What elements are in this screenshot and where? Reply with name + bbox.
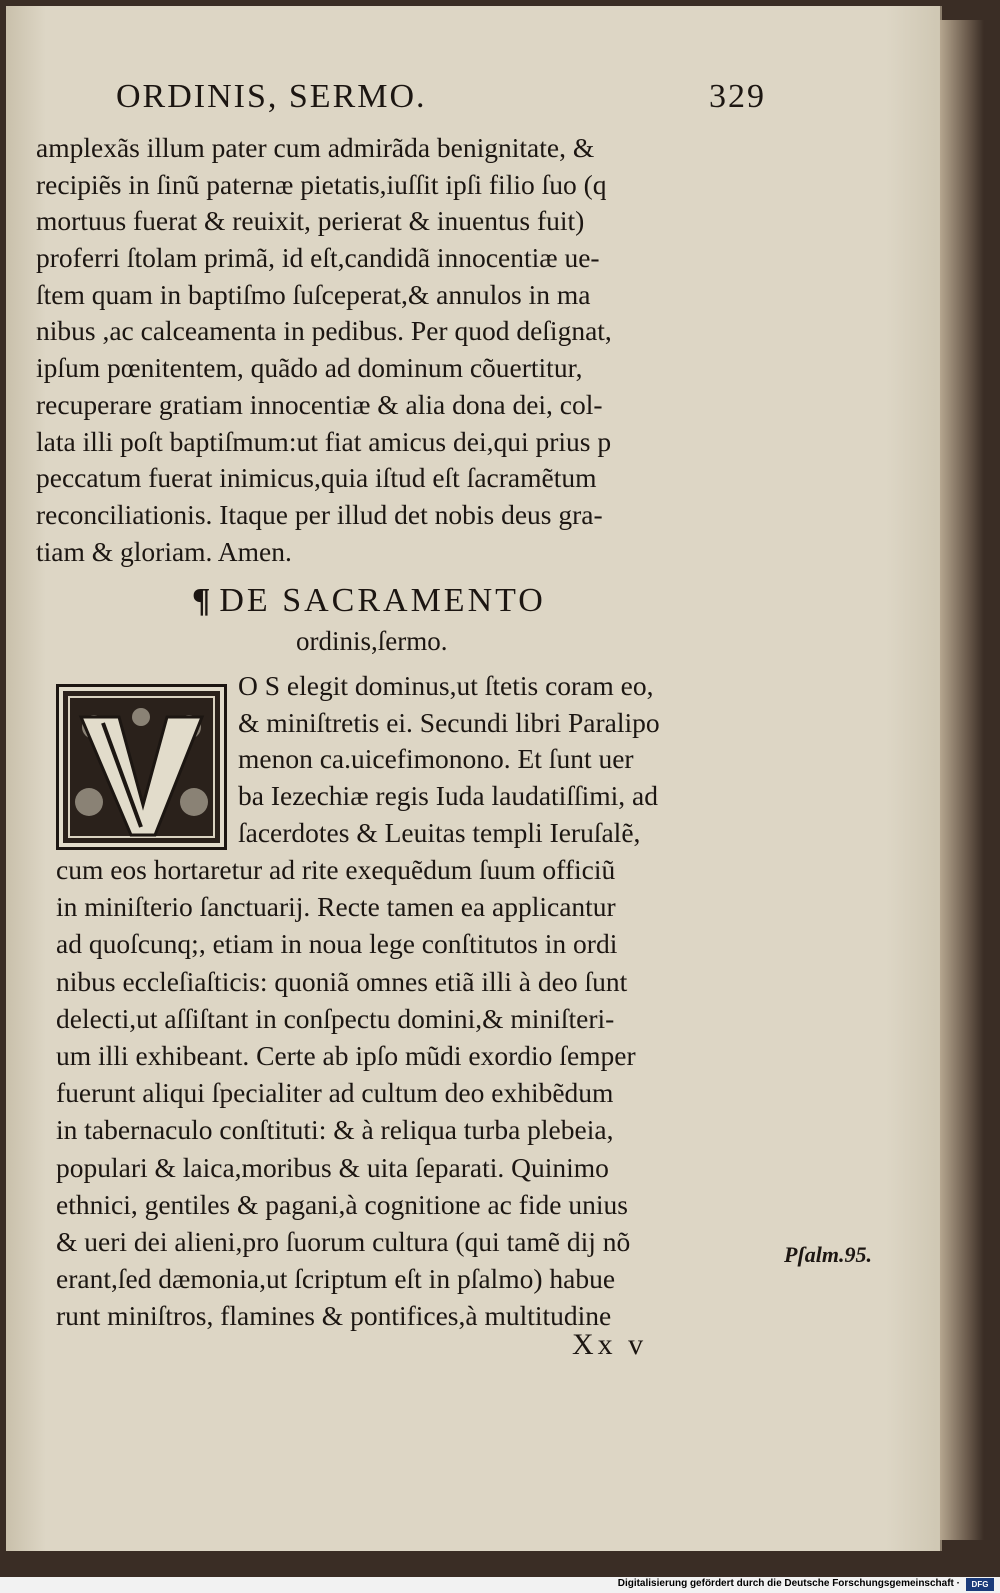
text-line: delecti,ut aſſiſtant in conſpectu domini,& miniſteri- bbox=[56, 1002, 615, 1034]
text-line: erant,ſed dæmonia,ut ſcriptum eſt in pſalmo) habue bbox=[56, 1263, 616, 1295]
paragraph-1 bbox=[36, 130, 771, 570]
text-line: ba Iezechiæ regis Iuda laudatiſſimi, ad bbox=[238, 780, 658, 812]
text-line: amplexãs illum pater cum admirãda benignitate, & bbox=[36, 132, 595, 163]
footer-text: Digitalisierung gefördert durch die Deutsche Forschungsgemeinschaft · bbox=[617, 1578, 960, 1589]
signature-mark: Xx v bbox=[572, 1328, 648, 1361]
text-line: menon ca.uicefimonono. Et ſunt uer bbox=[238, 743, 634, 775]
text-line: tiam & gloriam. Amen. bbox=[36, 535, 292, 567]
text-line: mortuus fuerat & reuixit, perierat & inuentus fuit) bbox=[36, 205, 585, 237]
text-line: in tabernaculo conſtituti: & à reliqua turba plebeia, bbox=[56, 1114, 614, 1146]
text-line: & ueri dei alieni,pro ſuorum cultura (qui tamẽ dij nõ bbox=[56, 1225, 631, 1257]
dfg-logo-icon: DFG bbox=[966, 1578, 994, 1591]
running-header bbox=[116, 78, 766, 124]
pilcrow-mark: ¶ bbox=[192, 582, 214, 619]
text-line: recuperare gratiam innocentiæ & alia dona dei, col- bbox=[36, 388, 603, 420]
paragraph-2-opening bbox=[238, 668, 778, 851]
text-line: proferri ſtolam primã, id eſt,candidã innocentiæ ue- bbox=[36, 242, 600, 274]
text-line: ethnici, gentiles & pagani,à cognitione ac fide unius bbox=[56, 1188, 628, 1220]
text-line: peccatum fuerat inimicus,quia iſtud eſt ſacramẽtum bbox=[36, 462, 597, 494]
text-line: fuerunt aliqui ſpecialiter ad cultum deo exhibẽdum bbox=[56, 1077, 614, 1109]
text-line: lata illi poſt baptiſmum:ut fiat amicus dei,qui prius p bbox=[36, 425, 612, 457]
text-line: ad quoſcunq;, etiam in noua lege conſtitutos in ordi bbox=[56, 928, 618, 960]
section-title-text: DE SACRAMENTO bbox=[219, 582, 546, 619]
digitization-footer bbox=[0, 1577, 1000, 1593]
text-line: ſacerdotes & Leuitas templi Ieruſalẽ, bbox=[238, 816, 641, 848]
text-line: cum eos hortaretur ad rite exequẽdum ſuum officiũ bbox=[56, 854, 616, 885]
section-heading bbox=[192, 582, 752, 620]
text-line: & miniſtretis ei. Secundi libri Paralipo bbox=[238, 706, 660, 738]
text-line: reconciliationis. Itaque per illud det nobis deus gra- bbox=[36, 498, 603, 530]
running-title: ORDINIS, SERMO. bbox=[116, 78, 427, 115]
text-line: runt miniſtros, flamines & pontifices,à multitudine bbox=[56, 1300, 612, 1332]
section-subtitle: ordinis,ſermo. bbox=[296, 626, 448, 656]
woodcut-initial-icon bbox=[59, 687, 224, 847]
text-line: nibus ,ac calceamenta in pedibus. Per quod deſignat, bbox=[36, 315, 612, 347]
text-line: in miniſterio ſanctuarij. Recte tamen ea applicantur bbox=[56, 891, 616, 923]
text-line: O S elegit dominus,ut ſtetis coram eo, bbox=[238, 670, 654, 701]
paragraph-2-body bbox=[56, 851, 778, 1334]
book-page bbox=[6, 6, 942, 1551]
text-line: ſtem quam in baptiſmo ſuſceperat,& annulos in ma bbox=[36, 278, 591, 310]
decorated-initial-v bbox=[56, 684, 227, 850]
text-line: populari & laica,moribus & uita ſeparati. Quinimo bbox=[56, 1151, 609, 1183]
text-line: um illi exhibeant. Certe ab ipſo mũdi exordio ſemper bbox=[56, 1039, 636, 1071]
page-edge bbox=[940, 20, 984, 1540]
text-line: nibus eccleſiaſticis: quoniã omnes etiã illi à deo ſunt bbox=[56, 965, 628, 997]
page-number: 329 bbox=[709, 78, 766, 115]
marginal-note: Pſalm.95. bbox=[784, 1242, 872, 1267]
text-line: ipſum pœnitentem, quãdo ad dominum cõuertitur, bbox=[36, 352, 583, 384]
text-line: recipiẽs in ſinũ paternæ pietatis,iuſſit ipſi filio ſuo (q bbox=[36, 168, 607, 200]
